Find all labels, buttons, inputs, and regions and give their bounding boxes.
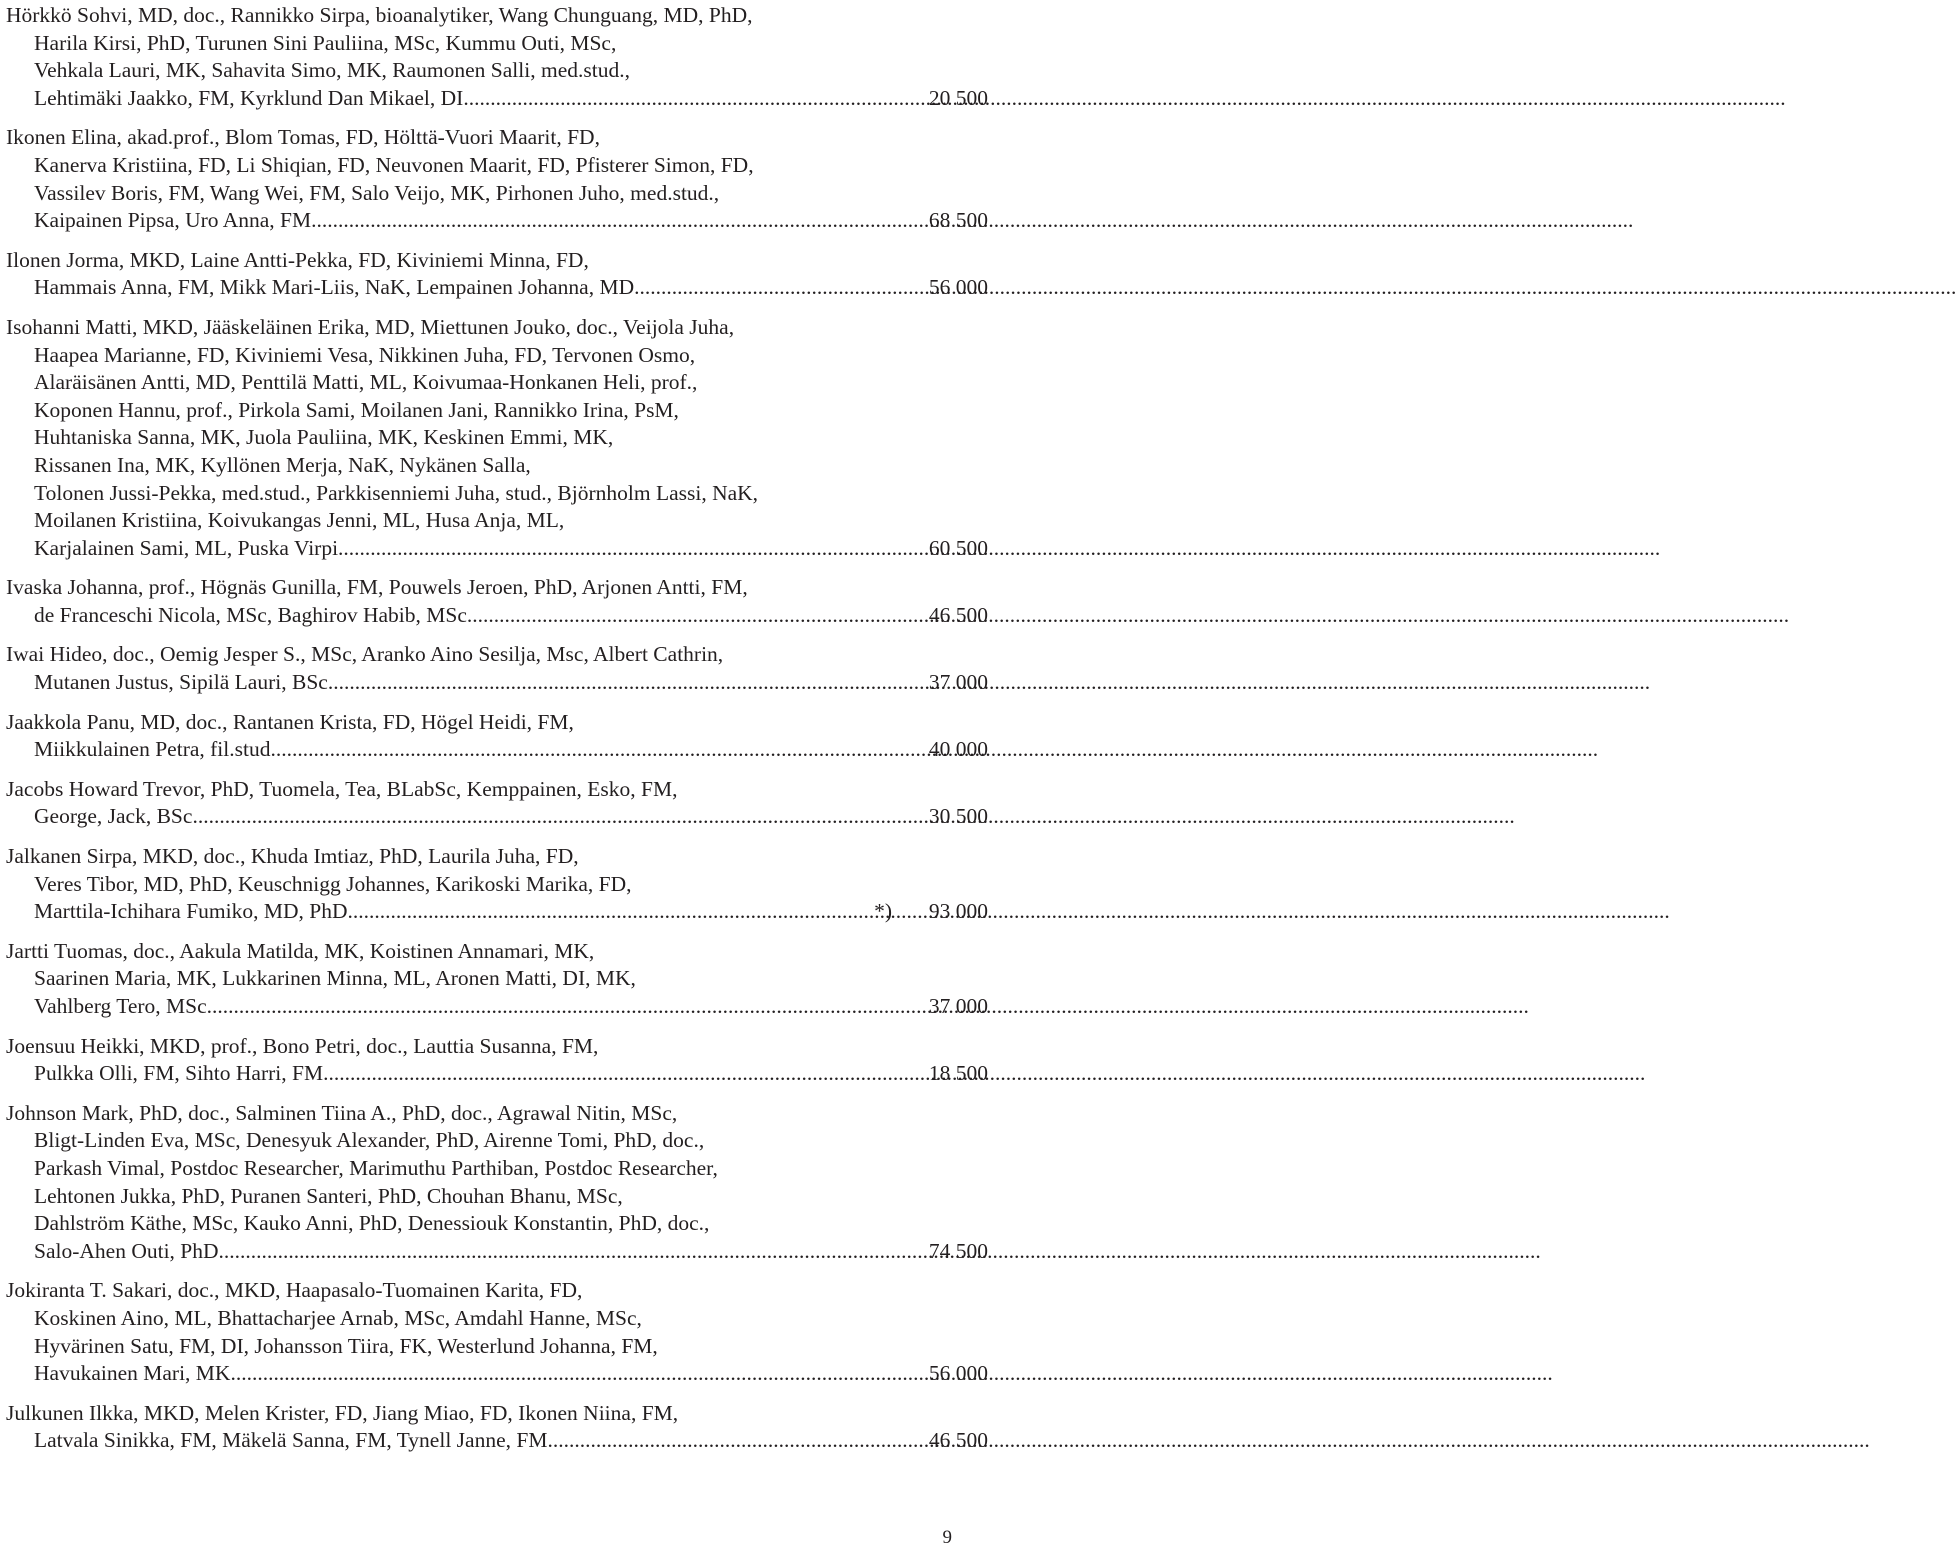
grant-entry	[6, 1033, 988, 1088]
grant-entry-line: Julkunen Ilkka, MKD, Melen Krister, FD, Jiang Miao, FD, Ikonen Niina, FM,	[6, 1400, 679, 1425]
grant-entry-line: Ikonen Elina, akad.prof., Blom Tomas, FD, Hölttä-Vuori Maarit, FD,	[6, 125, 600, 150]
grant-amount: 46 500	[928, 1428, 988, 1453]
grant-entry-text-with-leader	[34, 274, 892, 302]
dot-leader	[338, 535, 892, 563]
grant-entry-line: Lehtonen Jukka, PhD, Puranen Santeri, PhD, Chouhan Bhanu, MSc,	[34, 1183, 623, 1208]
grant-entry-line: Kanerva Kristiina, FD, Li Shiqian, FD, Neuvonen Maarit, FD, Pfisterer Simon, FD,	[34, 152, 754, 177]
grant-entry-line: Jalkanen Sirpa, MKD, doc., Khuda Imtiaz, PhD, Laurila Juha, FD,	[6, 844, 579, 869]
grant-entry-line: Harila Kirsi, PhD, Turunen Sini Pauliina, MSc, Kummu Outi, MSc,	[34, 30, 617, 55]
grant-entry	[6, 938, 988, 1021]
grant-entry-line: Koskinen Aino, ML, Bhattacharjee Arnab, MSc, Amdahl Hanne, MSc,	[34, 1305, 642, 1330]
grant-entry-line: Bligt-Linden Eva, MSc, Denesyuk Alexander, PhD, Airenne Tomi, PhD, doc.,	[34, 1128, 705, 1153]
grant-entry-line: Vehkala Lauri, MK, Sahavita Simo, MK, Raumonen Salli, med.stud.,	[34, 58, 630, 83]
grant-entry-last-line	[6, 535, 988, 563]
grant-entry-last-line	[6, 1060, 988, 1088]
grant-entry	[6, 843, 988, 926]
grant-entry-line: Mutanen Justus, Sipilä Lauri, BSc	[34, 670, 328, 695]
grant-amount: 20 500	[928, 85, 988, 110]
grant-amount: 30 500	[928, 804, 988, 829]
grant-entry	[6, 1400, 988, 1455]
grant-entry-last-line	[6, 669, 988, 697]
dot-leader	[276, 736, 892, 764]
grant-entry-line: Huhtaniska Sanna, MK, Juola Pauliina, MK, Keskinen Emmi, MK,	[34, 425, 614, 450]
grant-entry-line: Salo-Ahen Outi, PhD	[34, 1238, 219, 1263]
grant-entry-text-with-leader	[34, 898, 892, 926]
grant-amount: 56 000	[928, 1361, 988, 1386]
grant-entry-line: Isohanni Matti, MKD, Jääskeläinen Erika, MD, Miettunen Jouko, doc., Veijola Juha,	[6, 314, 735, 339]
dot-leader	[311, 207, 892, 235]
grant-entry	[6, 1100, 988, 1266]
grant-amount: 37 000	[928, 670, 988, 695]
grant-entry-line: Iwai Hideo, doc., Oemig Jesper S., MSc, Aranko Aino Sesilja, Msc, Albert Cathrin,	[6, 642, 724, 667]
dot-leader	[192, 803, 892, 831]
grant-entry-line: Alaräisänen Antti, MD, Penttilä Matti, ML, Koivumaa-Honkanen Heli, prof.,	[34, 370, 698, 395]
grant-entry-text-with-leader	[34, 669, 892, 697]
grant-entry-last-line	[6, 736, 988, 764]
grant-list	[6, 2, 988, 1467]
grant-entry-line: Kaipainen Pipsa, Uro Anna, FM	[34, 208, 312, 233]
grant-entry-line: Tolonen Jussi-Pekka, med.stud., Parkkisenniemi Juha, stud., Björnholm Lassi, NaK,	[34, 480, 759, 505]
grant-entry-line: Marttila-Ichihara Fumiko, MD, PhD	[34, 899, 348, 924]
grant-entry-line: Ilonen Jorma, MKD, Laine Antti-Pekka, FD, Kiviniemi Minna, FD,	[6, 247, 589, 272]
grant-entry	[6, 709, 988, 764]
grant-entry-text-with-leader	[34, 602, 892, 630]
grant-entry-line: Dahlström Käthe, MSc, Kauko Anni, PhD, Denessiouk Konstantin, PhD, doc.,	[34, 1211, 710, 1236]
grant-entry-text-with-leader	[34, 736, 892, 764]
grant-amount: 37 000	[928, 994, 988, 1018]
grant-entry	[6, 247, 988, 302]
grant-entry	[6, 124, 988, 234]
grant-entry-line: Lehtimäki Jaakko, FM, Kyrklund Dan Mikael, DI	[34, 85, 464, 110]
grant-entry-line: Rissanen Ina, MK, Kyllönen Merja, NaK, Nykänen Salla,	[34, 452, 531, 477]
grant-amount: 60 500	[928, 535, 988, 560]
grant-entry-line: Latvala Sinikka, FM, Mäkelä Sanna, FM, Tynell Janne, FM	[34, 1428, 548, 1453]
grant-entry-line: Johnson Mark, PhD, doc., Salminen Tiina A., PhD, doc., Agrawal Nitin, MSc,	[6, 1100, 678, 1125]
grant-entry-line: Koponen Hannu, prof., Pirkola Sami, Moilanen Jani, Rannikko Irina, PsM,	[34, 397, 679, 422]
grant-entry-text-with-leader	[34, 535, 892, 563]
grant-entry-line: Parkash Vimal, Postdoc Researcher, Marimuthu Parthiban, Postdoc Researcher,	[34, 1155, 718, 1180]
grant-entry-text-with-leader	[34, 207, 892, 235]
grant-entry-last-line	[6, 85, 988, 113]
footnote-marker: *)	[874, 899, 892, 924]
grant-entry-line: Jokiranta T. Sakari, doc., MKD, Haapasalo-Tuomainen Karita, FD,	[6, 1278, 583, 1303]
grant-entry-line: Moilanen Kristiina, Koivukangas Jenni, ML, Husa Anja, ML,	[34, 508, 565, 533]
grant-entry-text-with-leader	[34, 803, 892, 831]
grant-amount: 74 500	[928, 1238, 988, 1263]
grant-entry-line: Hammais Anna, FM, Mikk Mari-Liis, NaK, Lempainen Johanna, MD	[34, 275, 635, 300]
grant-entry-text-with-leader	[34, 1060, 892, 1088]
grant-entry-text-with-leader	[34, 85, 892, 113]
grant-entry-last-line	[6, 1427, 988, 1455]
grant-entry-text-with-leader	[34, 1427, 892, 1455]
grant-entry-line: Veres Tibor, MD, PhD, Keuschnigg Johannes, Karikoski Marika, FD,	[34, 871, 632, 896]
grant-entry-line: Jaakkola Panu, MD, doc., Rantanen Krista, FD, Högel Heidi, FM,	[6, 709, 574, 734]
dot-leader	[207, 993, 892, 1021]
grant-entry	[6, 314, 988, 562]
grant-entry-line: George, Jack, BSc	[34, 804, 193, 829]
grant-amount: 68 500	[928, 208, 988, 233]
grant-entry-line: Jartti Tuomas, doc., Aakula Matilda, MK, Koistinen Annamari, MK,	[6, 938, 595, 963]
grant-entry-line: Pulkka Olli, FM, Sihto Harri, FM	[34, 1061, 324, 1086]
grant-entry-line: Vahlberg Tero, MSc	[34, 994, 207, 1018]
dot-leader	[463, 85, 892, 113]
grant-entry-line: Hyvärinen Satu, FM, DI, Johansson Tiira, FK, Westerlund Johanna, FM,	[34, 1333, 658, 1358]
page-number: 9	[942, 1527, 952, 1548]
grant-amount: 93 000	[928, 899, 988, 924]
grant-entry-last-line	[6, 803, 988, 831]
grant-entry-last-line	[6, 1360, 988, 1388]
grant-amount: 46 500	[928, 602, 988, 627]
dot-leader	[634, 274, 892, 302]
grant-entry-line: Ivaska Johanna, prof., Högnäs Gunilla, FM, Pouwels Jeroen, PhD, Arjonen Antti, FM,	[6, 575, 748, 600]
dot-leader	[219, 1238, 892, 1266]
grant-entry-line: Hörkkö Sohvi, MD, doc., Rannikko Sirpa, bioanalytiker, Wang Chunguang, MD, PhD,	[6, 3, 753, 27]
grant-entry-last-line	[6, 898, 988, 926]
grant-amount: 18 500	[928, 1061, 988, 1086]
dot-leader	[348, 898, 875, 926]
grant-entry-line: Haapea Marianne, FD, Kiviniemi Vesa, Nikkinen Juha, FD, Tervonen Osmo,	[34, 342, 696, 367]
grant-entry-line: Saarinen Maria, MK, Lukkarinen Minna, ML, Aronen Matti, DI, MK,	[34, 966, 636, 991]
grant-amount: 56 000	[928, 275, 988, 300]
dot-leader	[328, 669, 892, 697]
grant-entry-last-line	[6, 1238, 988, 1266]
grant-entry-last-line	[6, 207, 988, 235]
grant-entry-line: Miikkulainen Petra, fil.stud.	[34, 737, 276, 762]
grant-entry-last-line	[6, 274, 988, 302]
grant-entry-line: Jacobs Howard Trevor, PhD, Tuomela, Tea, BLabSc, Kemppainen, Esko, FM,	[6, 776, 678, 801]
grant-entry-text-with-leader	[34, 993, 892, 1021]
grant-entry-text-with-leader	[34, 1360, 892, 1388]
grant-entry-last-line	[6, 602, 988, 630]
grant-entry	[6, 1277, 988, 1387]
grant-entry-line: de Franceschi Nicola, MSc, Baghirov Habib, MSc	[34, 602, 467, 627]
grant-entry	[6, 641, 988, 696]
grant-amount: 40 000	[928, 737, 988, 762]
grant-entry	[6, 574, 988, 629]
grant-entry	[6, 776, 988, 831]
grant-entry-line: Karjalainen Sami, ML, Puska Virpi	[34, 535, 339, 560]
dot-leader	[230, 1360, 892, 1388]
dot-leader	[467, 602, 892, 630]
grant-entry-line: Havukainen Mari, MK	[34, 1361, 231, 1386]
grant-entry-line: Vassilev Boris, FM, Wang Wei, FM, Salo Veijo, MK, Pirhonen Juho, med.stud.,	[34, 180, 720, 205]
dot-leader	[323, 1060, 892, 1088]
grant-entry-text-with-leader	[34, 1238, 892, 1266]
grant-entry-last-line	[6, 993, 988, 1021]
dot-leader	[547, 1427, 892, 1455]
grant-entry-line: Joensuu Heikki, MKD, prof., Bono Petri, doc., Lauttia Susanna, FM,	[6, 1033, 599, 1058]
grant-entry	[6, 2, 988, 112]
